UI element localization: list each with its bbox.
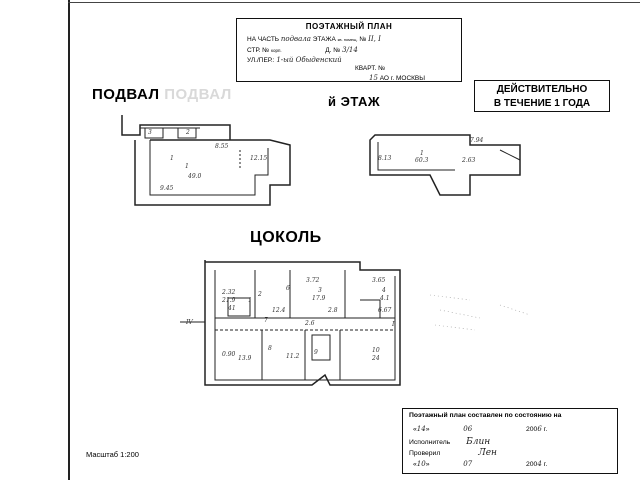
stamp-kv-small: кв. помещ. (337, 37, 358, 42)
plan-label-plinth: 12.4 (272, 307, 286, 314)
survey-day: 14 (416, 425, 426, 433)
plan-label-basement-left: 2 (186, 129, 190, 136)
survey-year-hand: 6 (537, 425, 542, 433)
executor-signature: Блин (466, 437, 491, 447)
executor-label: Исполнитель (409, 439, 451, 446)
plan-label-plinth: 2.32 (222, 289, 236, 296)
checker-row (409, 448, 497, 458)
plan-label-plinth: 6 (286, 285, 290, 292)
plan-label-plinth: 8 (268, 345, 272, 352)
plan-label-plinth: 13.9 (238, 355, 252, 362)
stamp-no-label: № (359, 36, 367, 43)
stamp-house-label: Д. № (325, 47, 341, 54)
stamp-street-hand: 1-ый Обыденский (276, 56, 342, 64)
scale-note: Масштаб 1:200 (86, 450, 139, 459)
stamp-floor-label: ЭТАЖА (312, 36, 336, 43)
check-year-hand: 4 (537, 460, 542, 468)
plan-label-plinth: IV (186, 319, 193, 326)
executor-row (409, 437, 490, 447)
stamp-title: ПОЭТАЖНЫЙ ПЛАН (305, 22, 393, 31)
plan-label-plinth: 3.72 (306, 277, 320, 284)
plan-label-basement-right: 60.3 (415, 157, 429, 164)
survey-info-box (402, 408, 618, 474)
stamp-ao-hand: 15 (369, 74, 378, 82)
plan-label-plinth: 7 (264, 317, 268, 324)
stamp-kvart: КВАРТ. № (355, 65, 386, 72)
floor-suffix: й ЭТАЖ (328, 94, 381, 109)
plan-label-basement-left: 8.55 (215, 143, 229, 150)
plan-label-plinth: 4 (382, 287, 386, 294)
plan-label-plinth: 41 (228, 305, 236, 312)
plan-label-plinth: 10 (372, 347, 380, 354)
check-year-suffix: г. (543, 461, 548, 468)
plan-label-plinth: 21.9 (222, 297, 236, 304)
plan-label-basement-left: 9.45 (160, 185, 174, 192)
plan-label-basement-right: 8.13 (378, 155, 392, 162)
checked-label: Проверил (409, 450, 441, 457)
plan-label-plinth: I (392, 321, 395, 328)
validity-line-2: В ТЕЧЕНИЕ 1 ГОДА (493, 98, 591, 109)
plan-label-plinth: 2.6 (305, 320, 315, 327)
plan-label-basement-right: 1 (420, 150, 424, 157)
stamp-korp-label: корп. (270, 48, 282, 53)
plan-label-plinth: 2 (258, 291, 262, 298)
plan-label-plinth: 3.65 (372, 277, 386, 284)
plan-label-basement-left: 49.0 (188, 173, 202, 180)
plan-label-plinth: 0.90 (222, 351, 236, 358)
survey-year-prefix: 200 (525, 426, 538, 433)
stamp-no-hand: ІІ, І (368, 35, 381, 43)
plan-label-plinth: 17.9 (312, 295, 326, 302)
basement-right-plan (370, 135, 520, 195)
plan-label-plinth: 24 (372, 355, 380, 362)
survey-year-suffix: г. (543, 426, 548, 433)
stamp-part-hand: подвала (280, 35, 311, 43)
faint-pencil-marks (430, 295, 530, 330)
validity-line-1: ДЕЙСТВИТЕЛЬНО (496, 84, 588, 95)
plan-label-plinth: 11.2 (286, 353, 300, 360)
check-year-prefix: 200 (525, 461, 538, 468)
check-month: 07 (463, 460, 473, 468)
plan-label-plinth: 9 (314, 349, 318, 356)
plan-label-basement-right: 2.63 (462, 157, 476, 164)
survey-month: 06 (463, 425, 473, 433)
plinth-plan (180, 260, 400, 385)
survey-header: Поэтажный план составлен по состоянию на (409, 412, 562, 419)
plan-label-basement-left: 12.15 (250, 155, 268, 162)
basement-ghost-text: ПОДВАЛ (164, 86, 232, 103)
basement-title: ПОДВАЛ (92, 86, 160, 103)
plan-label-plinth: 4.1 (380, 295, 390, 302)
stamp-street-label: УЛ./ПЕР.: (247, 57, 275, 64)
check-date-row: «10» 07 2004 г. (413, 460, 548, 468)
stamp-house-hand: 3/14 (342, 46, 358, 54)
plan-label-basement-left: 3 (148, 129, 152, 136)
plan-label-basement-left: 1 (185, 163, 189, 170)
plan-label-plinth: 1 (248, 297, 252, 304)
plan-label-plinth: 3 (318, 287, 322, 294)
survey-date-row: «14» 06 2006 г. (413, 425, 548, 433)
plinth-heading: ЦОКОЛЬ (250, 229, 322, 246)
plan-label-basement-left: 1 (170, 155, 174, 162)
plan-label-basement-right: 7.94 (470, 137, 484, 144)
check-day: 10 (416, 460, 426, 468)
plan-label-plinth: 2.8 (328, 307, 338, 314)
plan-label-plinth: 6.67 (378, 307, 392, 314)
stamp-part-label: НА ЧАСТЬ (247, 36, 280, 43)
checker-signature: Лен (478, 448, 497, 458)
stamp-str-label: СТР. № (247, 47, 270, 54)
stamp-ao-label: АО г. МОСКВЫ (379, 75, 426, 82)
